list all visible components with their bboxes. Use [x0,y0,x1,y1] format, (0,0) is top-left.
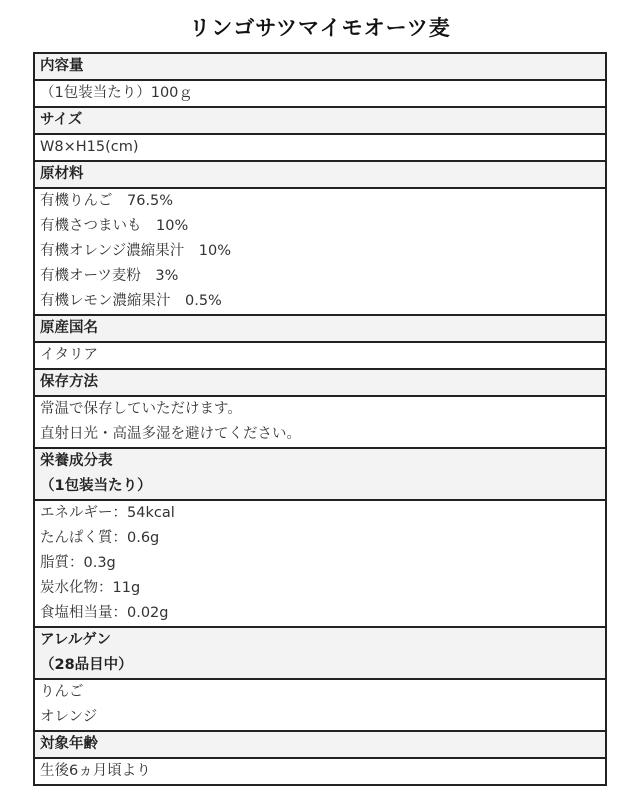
section-header-origin [34,315,606,342]
header-cell [34,53,606,80]
header-line: アレルゲン [40,632,111,648]
value-line: 常温で保存していただけます。 [40,401,242,417]
section-header-nutrition [34,448,606,500]
header-line: サイズ [40,112,83,128]
value-line: 生後6ヵ月頃より [40,763,151,779]
value-line: りんご [40,684,84,700]
product-spec-table [33,52,607,786]
value-cell [34,500,606,627]
header-line: 保存方法 [40,374,98,390]
value-line: 食塩相当量：0.02g [40,605,169,621]
header-line: 原産国名 [40,320,98,336]
section-value-content-amount [34,80,606,107]
header-line: 原材料 [40,166,84,182]
header-line: （1包装当たり） [40,478,152,494]
header-cell [34,627,606,679]
value-line: 有機さつまいも 10% [40,218,189,234]
header-cell [34,369,606,396]
value-line: 脂質：0.3g [40,555,116,571]
section-value-size [34,134,606,161]
value-line: 有機レモン濃縮果汁 0.5% [40,293,222,309]
value-line: W8×H15(cm) [40,139,139,155]
header-line: 対象年齢 [40,736,98,752]
section-header-storage [34,369,606,396]
value-cell [34,396,606,448]
section-value-target-age [34,758,606,785]
value-line: オレンジ [40,709,98,725]
value-line: （1包装当たり）100ｇ [40,85,193,101]
header-line: 栄養成分表 [40,453,113,469]
section-header-target-age [34,731,606,758]
value-cell [34,188,606,315]
section-header-allergens [34,627,606,679]
value-line: 有機りんご 76.5% [40,193,174,209]
header-cell [34,161,606,188]
section-value-storage [34,396,606,448]
header-line: 内容量 [40,58,84,74]
value-cell [34,679,606,731]
value-cell [34,758,606,785]
value-line: イタリア [40,347,98,363]
value-cell [34,80,606,107]
header-cell [34,315,606,342]
value-line: 炭水化物：11g [40,580,141,596]
value-cell [34,134,606,161]
value-line: エネルギー：54kcal [40,505,175,521]
section-value-origin [34,342,606,369]
header-cell [34,107,606,134]
section-header-size [34,107,606,134]
section-value-nutrition [34,500,606,627]
header-cell [34,448,606,500]
section-value-ingredients [34,188,606,315]
value-line: 直射日光・高温多湿を避けてください。 [40,426,301,442]
value-cell [34,342,606,369]
header-cell [34,731,606,758]
section-header-content-amount [34,53,606,80]
section-header-ingredients [34,161,606,188]
header-line: （28品目中） [40,657,133,673]
product-title: リンゴサツマイモオーツ麦 [189,16,451,40]
value-line: 有機オーツ麦粉 3% [40,268,179,284]
value-line: たんぱく質：0.6g [40,530,160,546]
value-line: 有機オレンジ濃縮果汁 10% [40,243,232,259]
section-value-allergens [34,679,606,731]
